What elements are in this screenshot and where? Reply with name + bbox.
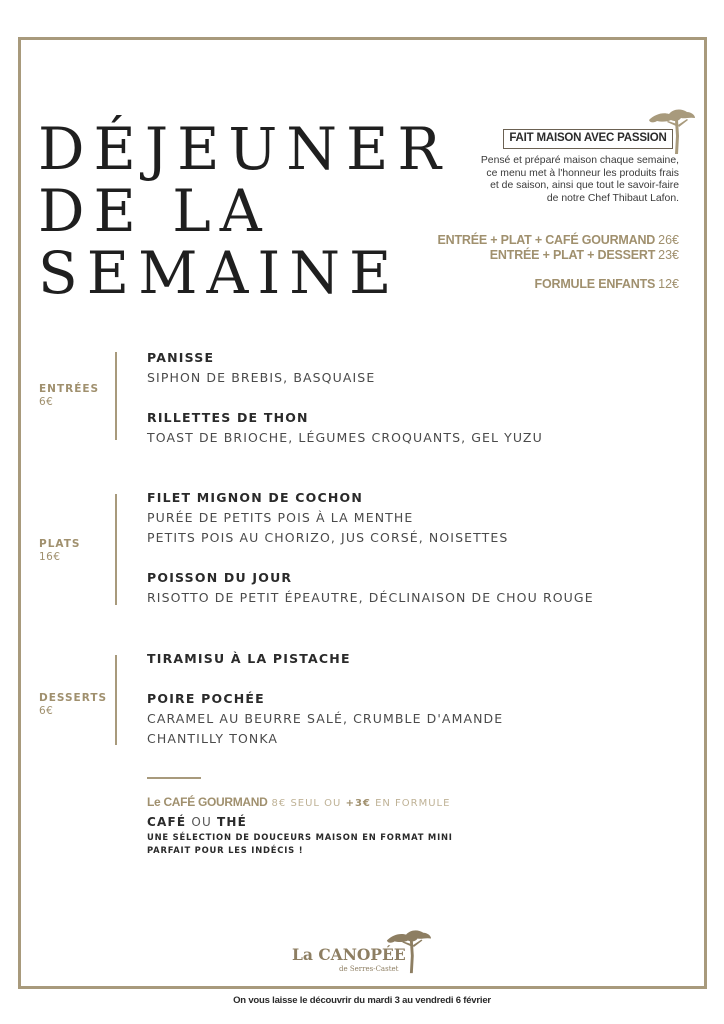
- dish-item: [147, 649, 351, 669]
- logo-name: La CANOPÉE: [292, 945, 406, 964]
- footer-dates: On vous laisse le découvrir du mardi 3 au vendredi 6 février: [233, 995, 491, 1006]
- intro-line: de notre Chef Thibaut Lafon.: [546, 192, 679, 204]
- cafe-title: Le CAFÉ GOURMAND: [147, 795, 268, 809]
- cafe-coffee: CAFÉ: [147, 815, 187, 829]
- dish-desc: CARAMEL AU BEURRE SALÉ, CRUMBLE D'AMANDE: [147, 711, 504, 726]
- tree-icon: [382, 927, 434, 975]
- formula-price: 26€: [658, 233, 679, 247]
- cafe-drinks: [147, 813, 527, 831]
- cafe-description: UNE SÉLECTION DE DOUCEURS MAISON EN FORMAT MINI: [147, 832, 453, 842]
- formula-item: [339, 233, 679, 248]
- formulas: [339, 233, 679, 292]
- dish-desc: SIPHON DE BREBIS, BASQUAISE: [147, 370, 376, 385]
- dish-name: RILLETTES DE THON: [147, 410, 309, 425]
- intro-line: et de saison, ainsi que tout le savoir-faire: [490, 180, 679, 191]
- section-divider: [115, 494, 117, 605]
- dish-name: PANISSE: [147, 350, 215, 365]
- cafe-description: PARFAIT POUR LES INDÉCIS !: [147, 845, 304, 855]
- dish-item: [147, 408, 543, 448]
- formula-label: FORMULE ENFANTS: [534, 277, 656, 291]
- cafe-price-alone: 8€ SEUL OU: [271, 798, 342, 809]
- title-line: SEMAINE: [38, 239, 401, 307]
- formula-price: 23€: [658, 248, 679, 262]
- section-divider: [115, 352, 117, 440]
- section-divider: [115, 655, 117, 745]
- cafe-price-suffix: EN FORMULE: [375, 798, 451, 809]
- formula-label: ENTRÉE + PLAT + CAFÉ GOURMAND: [437, 233, 656, 247]
- restaurant-logo: [290, 925, 440, 975]
- title-line: DÉJEUNER: [38, 115, 451, 183]
- dish-desc: CHANTILLY TONKA: [147, 731, 279, 746]
- dish-item: [147, 348, 375, 388]
- category-price: 6€: [39, 705, 54, 717]
- dish-name: POIRE POCHÉE: [147, 691, 265, 706]
- intro-line: Pensé et préparé maison chaque semaine,: [480, 155, 679, 166]
- homemade-badge: FAIT MAISON AVEC PASSION: [503, 129, 673, 149]
- cafe-divider: [147, 777, 201, 779]
- category-plats: [39, 538, 80, 564]
- dish-item: [147, 568, 594, 608]
- formula-label: ENTRÉE + PLAT + DESSERT: [489, 248, 656, 262]
- dish-name: POISSON DU JOUR: [147, 570, 293, 585]
- dish-name: FILET MIGNON DE COCHON: [147, 490, 364, 505]
- dish-name: TIRAMISU À LA PISTACHE: [147, 651, 351, 666]
- cafe-gourmand: [147, 795, 527, 857]
- category-name: PLATS: [39, 538, 81, 550]
- formula-price: 12€: [658, 277, 679, 291]
- category-price: 6€: [39, 396, 54, 408]
- title-line: DE LA: [38, 177, 271, 245]
- formula-item: [339, 277, 679, 292]
- cafe-or: OU: [191, 815, 212, 829]
- dish-desc: PETITS POIS AU CHORIZO, JUS CORSÉ, NOISETTES: [147, 530, 509, 545]
- intro-text: [409, 155, 679, 205]
- category-name: ENTRÉES: [39, 383, 100, 395]
- dish-item: [147, 488, 508, 548]
- dish-desc: PURÉE DE PETITS POIS À LA MENTHE: [147, 510, 414, 525]
- category-entrees: [39, 383, 99, 409]
- dish-item: [147, 689, 503, 749]
- category-name: DESSERTS: [39, 692, 108, 704]
- dish-desc: TOAST DE BRIOCHE, LÉGUMES CROQUANTS, GEL YUZU: [147, 430, 543, 445]
- intro-line: ce menu met à l'honneur les produits frais: [486, 167, 679, 179]
- cafe-pricing: [272, 798, 451, 809]
- dish-desc: RISOTTO DE PETIT ÉPEAUTRE, DÉCLINAISON DE CHOU ROUGE: [147, 590, 594, 605]
- category-desserts: [39, 692, 107, 718]
- category-price: 16€: [39, 551, 61, 563]
- cafe-tea: THÉ: [216, 815, 247, 829]
- cafe-title-line: [147, 795, 527, 811]
- formula-item: [339, 248, 679, 263]
- cafe-price-formula: +3€: [345, 798, 371, 809]
- logo-subtitle: de Serres-Castet: [339, 965, 399, 973]
